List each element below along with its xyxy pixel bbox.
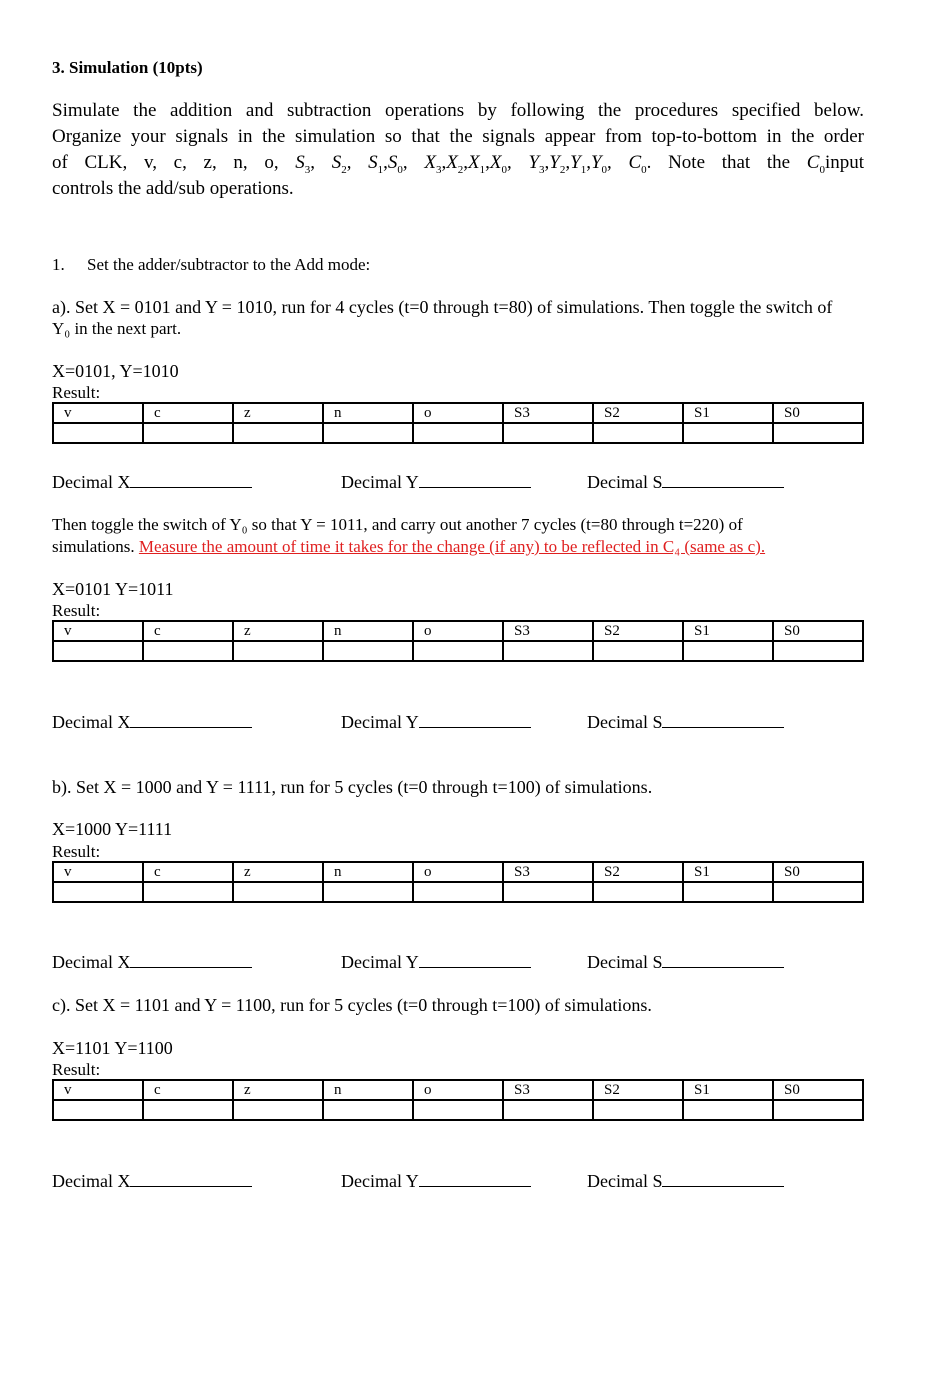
decimal-x-label: Decimal X xyxy=(52,1171,131,1191)
header-z: z xyxy=(233,862,323,882)
answer-cell[interactable] xyxy=(143,641,233,661)
intro-line-3-c: input xyxy=(824,152,865,173)
header-s1: S1 xyxy=(683,403,773,423)
section-heading: 3. Simulation (10pts) xyxy=(52,58,203,77)
result-table-toggle xyxy=(52,620,864,662)
decimal-y-label: Decimal Y xyxy=(341,952,419,972)
step-1-text: Set the adder/subtractor to the Add mode: xyxy=(87,255,371,274)
header-v: v xyxy=(53,862,143,882)
header-v: v xyxy=(53,403,143,423)
decimal-x-blank[interactable] xyxy=(130,1172,252,1187)
answer-cell[interactable] xyxy=(323,882,413,902)
header-s3: S3 xyxy=(503,621,593,641)
header-v: v xyxy=(53,1080,143,1100)
header-n: n xyxy=(323,621,413,641)
toggle-given: X=0101 Y=1011 xyxy=(52,579,174,599)
answer-cell[interactable] xyxy=(773,882,863,902)
toggle-result-label: Result: xyxy=(52,601,101,620)
header-z: z xyxy=(233,403,323,423)
header-s1: S1 xyxy=(683,862,773,882)
answer-cell[interactable] xyxy=(683,423,773,443)
decimal-s-blank[interactable] xyxy=(662,713,784,728)
answer-cell[interactable] xyxy=(233,1100,323,1120)
header-v: v xyxy=(53,621,143,641)
decimal-s-c xyxy=(587,1171,784,1192)
toggle-line-2-a: simulations. xyxy=(52,537,139,556)
answer-cell[interactable] xyxy=(413,882,503,902)
toggle-line-1: Then toggle the switch of Y₀ so that Y = 1011, and carry out another 7 cycles (t=80 through t=220) of xyxy=(52,515,743,534)
decimal-y-b xyxy=(341,952,531,973)
decimal-y-blank[interactable] xyxy=(419,473,531,488)
part-c-given: X=1101 Y=1100 xyxy=(52,1038,173,1058)
intro-line-3-a: of CLK, v, c, z, n, o, xyxy=(52,152,296,173)
intro-line-1: Simulate the addition and subtraction operations by following the procedures specified below. xyxy=(52,100,864,121)
header-s1: S1 xyxy=(683,1080,773,1100)
header-c: c xyxy=(143,862,233,882)
decimal-s-toggle xyxy=(587,712,784,733)
decimal-y-blank[interactable] xyxy=(419,1172,531,1187)
decimal-x-b xyxy=(52,952,252,973)
answer-cell[interactable] xyxy=(323,641,413,661)
header-c: c xyxy=(143,1080,233,1100)
part-b-result-label: Result: xyxy=(52,842,101,861)
decimal-s-b xyxy=(587,952,784,973)
result-table-c xyxy=(52,1079,864,1121)
intro-paragraph xyxy=(52,98,864,202)
header-s2: S2 xyxy=(593,1080,683,1100)
step-1-number: 1. xyxy=(52,255,65,274)
header-c: c xyxy=(143,621,233,641)
header-s0: S0 xyxy=(773,621,863,641)
answer-cell[interactable] xyxy=(683,1100,773,1120)
part-a-result-label: Result: xyxy=(52,383,101,402)
intro-line-3-b: . Note that the xyxy=(646,152,807,173)
answer-cell[interactable] xyxy=(593,882,683,902)
answer-cell[interactable] xyxy=(503,1100,593,1120)
toggle-measure-instruction: Measure the amount of time it takes for the change (if any) to be reflected in C₄ (same as c). xyxy=(138,537,766,556)
header-s0: S0 xyxy=(773,862,863,882)
intro-line-2: Organize your signals in the simulation so that the signals appear from top-to-bottom in the order xyxy=(52,126,864,147)
header-s3: S3 xyxy=(503,1080,593,1100)
header-o: o xyxy=(413,862,503,882)
intro-line-4: controls the add/sub operations. xyxy=(52,178,294,199)
decimal-x-a xyxy=(52,472,252,493)
decimal-x-label: Decimal X xyxy=(52,712,131,732)
decimal-y-label: Decimal Y xyxy=(341,1171,419,1191)
answer-cell[interactable] xyxy=(233,882,323,902)
answer-cell[interactable] xyxy=(233,641,323,661)
answer-cell[interactable] xyxy=(53,641,143,661)
result-table-b xyxy=(52,861,864,903)
header-s3: S3 xyxy=(503,403,593,423)
part-b-given: X=1000 Y=1111 xyxy=(52,819,173,839)
decimal-s-label: Decimal S xyxy=(587,712,663,732)
decimal-s-blank[interactable] xyxy=(662,953,784,968)
decimal-x-label: Decimal X xyxy=(52,472,131,492)
answer-cell[interactable] xyxy=(413,641,503,661)
header-n: n xyxy=(323,862,413,882)
decimal-y-a xyxy=(341,472,531,493)
decimal-y-blank[interactable] xyxy=(419,953,531,968)
header-s0: S0 xyxy=(773,1080,863,1100)
part-a-given: X=0101, Y=1010 xyxy=(52,361,179,381)
header-o: o xyxy=(413,621,503,641)
answer-cell[interactable] xyxy=(323,423,413,443)
header-o: o xyxy=(413,1080,503,1100)
part-b-line: b). Set X = 1000 and Y = 1111, run for 5 cycles (t=0 through t=100) of simulations. xyxy=(52,777,653,797)
header-s2: S2 xyxy=(593,862,683,882)
header-s1: S1 xyxy=(683,621,773,641)
decimal-x-blank[interactable] xyxy=(130,713,252,728)
answer-cell[interactable] xyxy=(233,423,323,443)
answer-cell[interactable] xyxy=(773,1100,863,1120)
answer-cell[interactable] xyxy=(53,882,143,902)
answer-cell[interactable] xyxy=(503,423,593,443)
answer-cell[interactable] xyxy=(143,882,233,902)
decimal-y-c xyxy=(341,1171,531,1192)
decimal-x-c xyxy=(52,1171,252,1192)
header-s2: S2 xyxy=(593,403,683,423)
answer-cell[interactable] xyxy=(143,1100,233,1120)
part-a-line-1: a). Set X = 0101 and Y = 1010, run for 4 cycles (t=0 through t=80) of simulations. Then toggle the switch of xyxy=(52,297,833,317)
answer-cell[interactable] xyxy=(53,1100,143,1120)
answer-cell[interactable] xyxy=(413,1100,503,1120)
header-z: z xyxy=(233,1080,323,1100)
header-o: o xyxy=(413,403,503,423)
decimal-s-blank[interactable] xyxy=(662,473,784,488)
answer-cell[interactable] xyxy=(323,1100,413,1120)
decimal-y-label: Decimal Y xyxy=(341,472,419,492)
intro-line-3: of CLK, v, c, z, n, o, $S_3$, $S_2$, $S_1,S_0$, $X_3,X_2,X_1,X_0$, $Y_3,Y_2,Y_1,Y_0$, $C_0$. Note that the $C_0input$ xyxy=(52,152,865,176)
decimal-s-label: Decimal S xyxy=(587,952,663,972)
header-n: n xyxy=(323,403,413,423)
decimal-x-blank[interactable] xyxy=(130,473,252,488)
answer-cell[interactable] xyxy=(413,423,503,443)
answer-cell[interactable] xyxy=(503,882,593,902)
answer-cell[interactable] xyxy=(593,423,683,443)
decimal-y-label: Decimal Y xyxy=(341,712,419,732)
header-s2: S2 xyxy=(593,621,683,641)
part-c-line: c). Set X = 1101 and Y = 1100, run for 5 cycles (t=0 through t=100) of simulations. xyxy=(52,995,652,1015)
header-s3: S3 xyxy=(503,862,593,882)
decimal-x-toggle xyxy=(52,712,252,733)
decimal-s-a xyxy=(587,472,784,493)
decimal-s-label: Decimal S xyxy=(587,1171,663,1191)
header-c: c xyxy=(143,403,233,423)
decimal-y-toggle xyxy=(341,712,531,733)
decimal-s-blank[interactable] xyxy=(662,1172,784,1187)
decimal-x-label: Decimal X xyxy=(52,952,131,972)
answer-cell[interactable] xyxy=(773,423,863,443)
answer-cell[interactable] xyxy=(593,641,683,661)
answer-cell[interactable] xyxy=(683,882,773,902)
decimal-s-label: Decimal S xyxy=(587,472,663,492)
answer-cell[interactable] xyxy=(683,641,773,661)
part-c-result-label: Result: xyxy=(52,1060,101,1079)
result-table-a xyxy=(52,402,864,444)
answer-cell[interactable] xyxy=(593,1100,683,1120)
answer-cell[interactable] xyxy=(143,423,233,443)
decimal-y-blank[interactable] xyxy=(419,713,531,728)
answer-cell[interactable] xyxy=(773,641,863,661)
header-s0: S0 xyxy=(773,403,863,423)
decimal-x-blank[interactable] xyxy=(130,953,252,968)
toggle-line-2 xyxy=(52,537,765,557)
header-z: z xyxy=(233,621,323,641)
part-a-line-2: Y₀ in the next part. xyxy=(52,319,182,338)
answer-cell[interactable] xyxy=(53,423,143,443)
answer-cell[interactable] xyxy=(503,641,593,661)
header-n: n xyxy=(323,1080,413,1100)
